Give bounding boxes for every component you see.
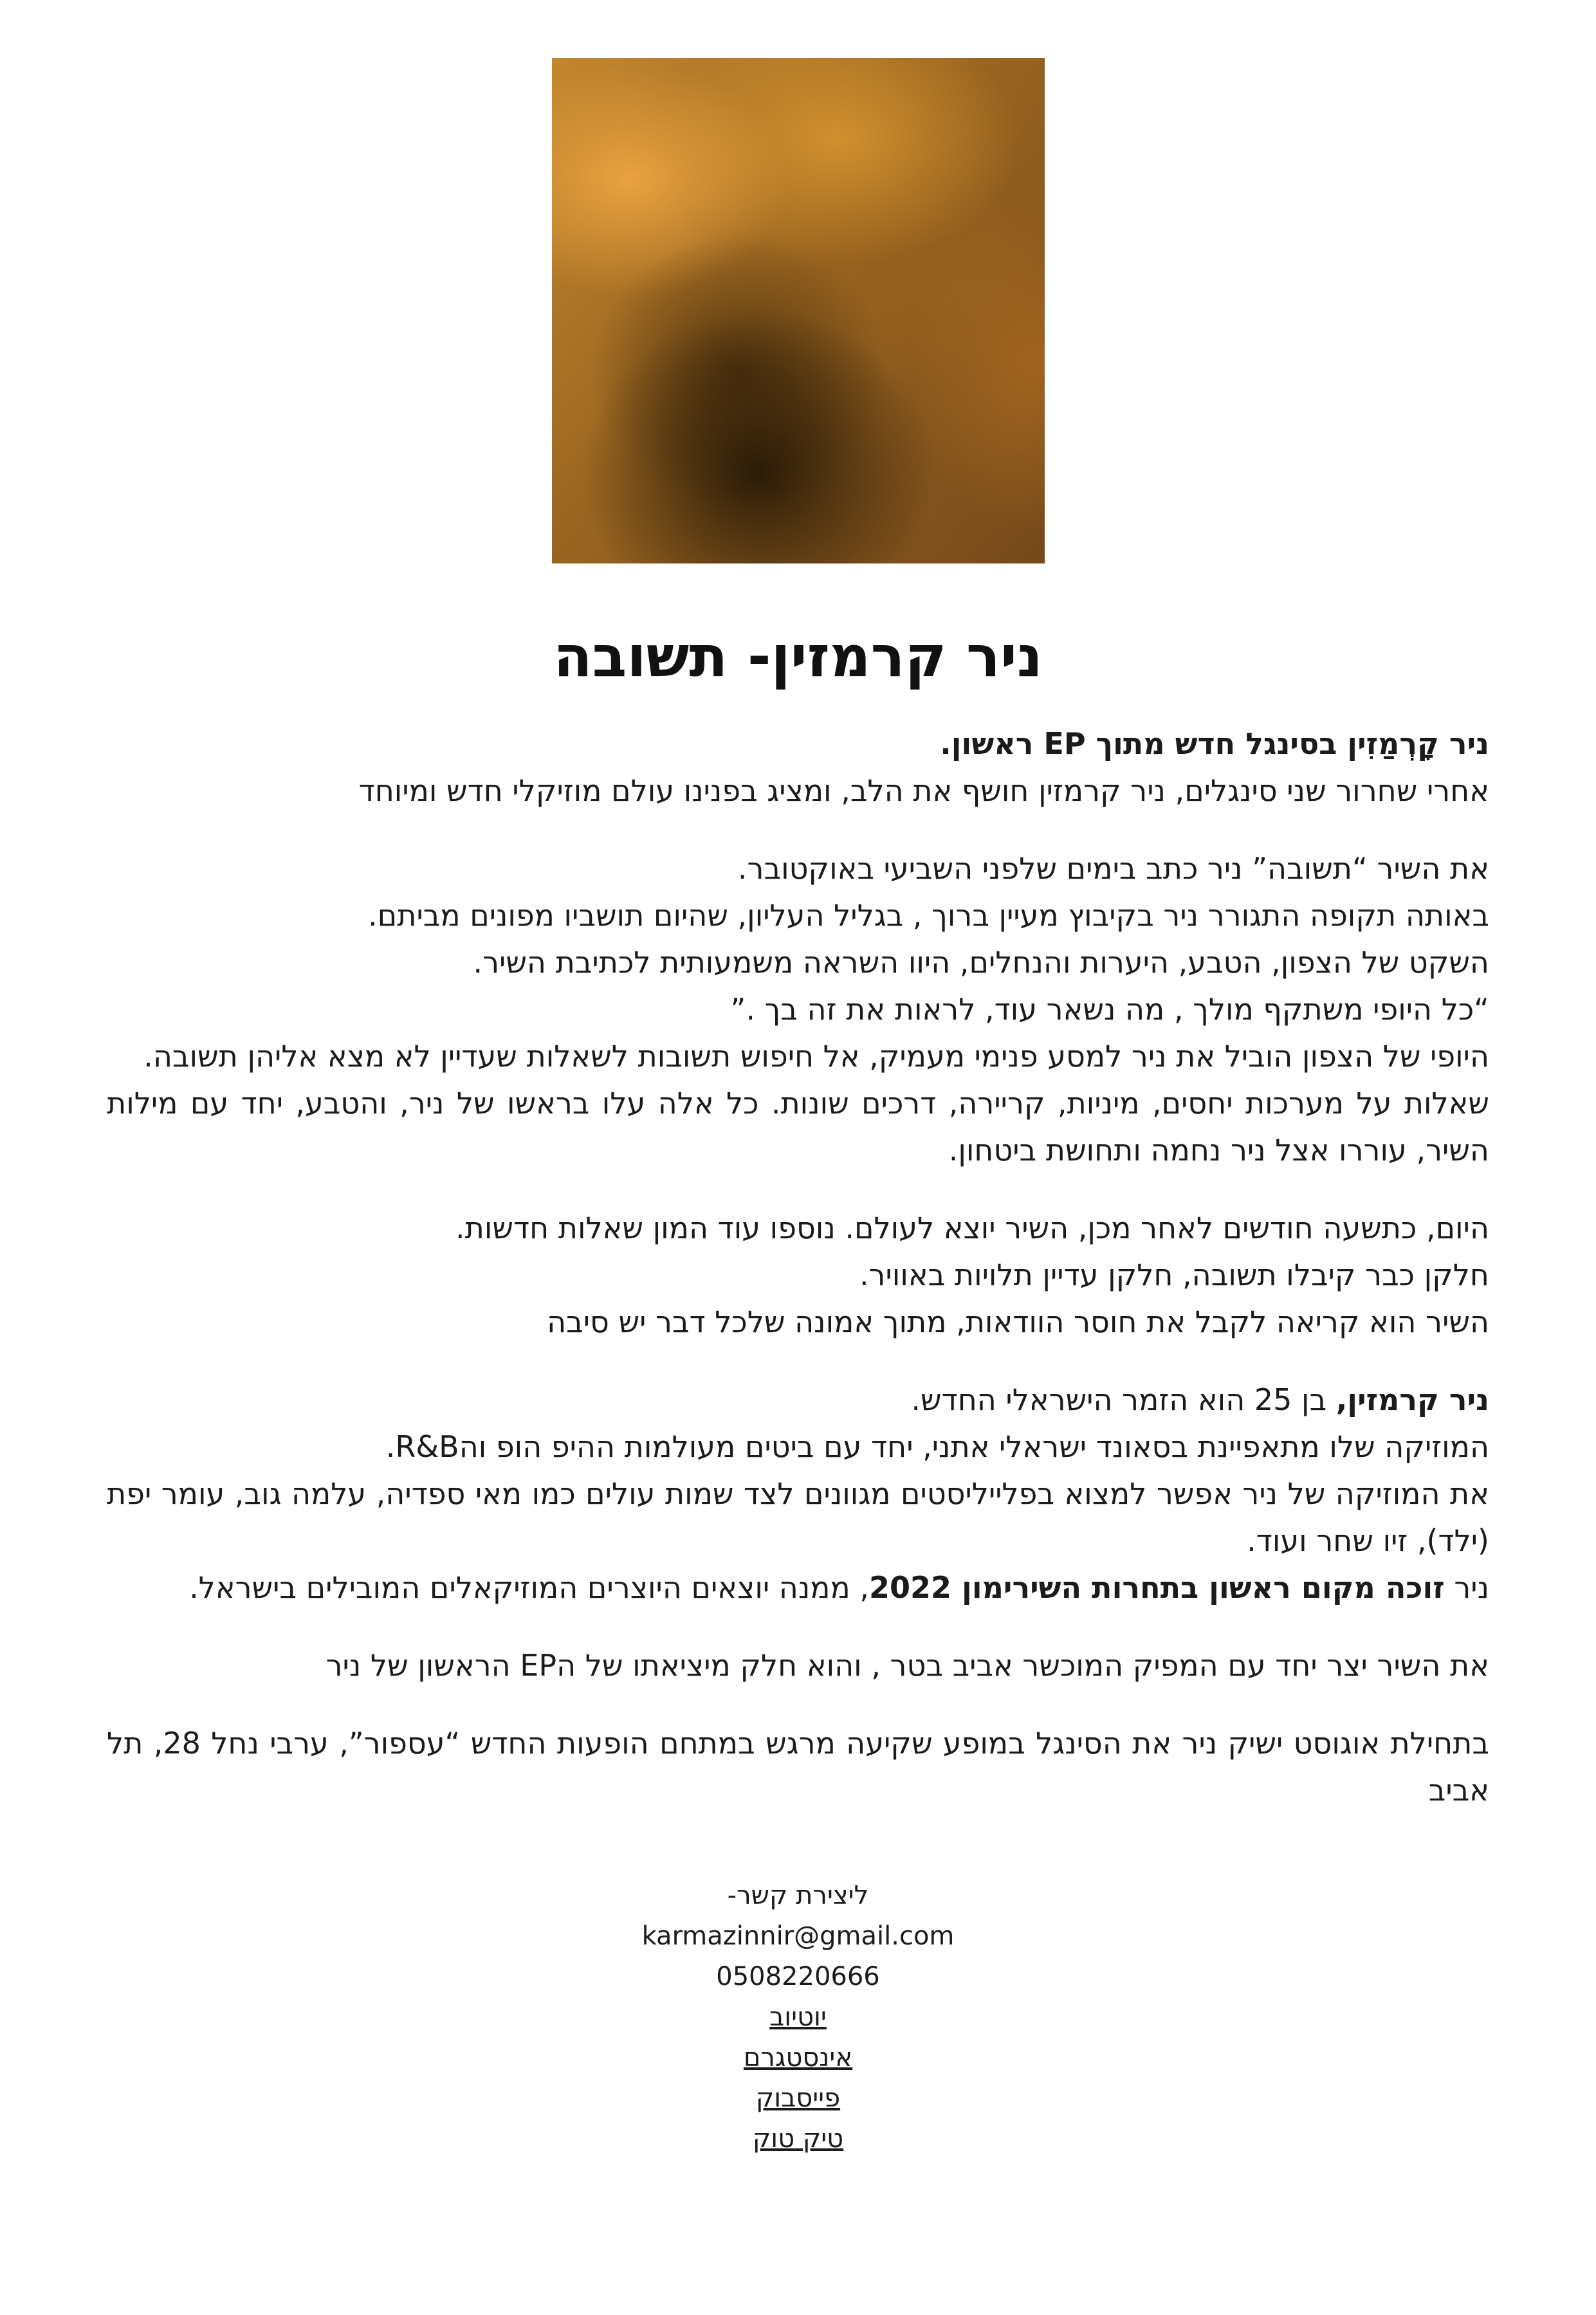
contact-heading: ליצירת קשר- [727, 1880, 869, 1910]
story-line-5: שאלות על מערכות יחסים, מיניות, קריירה, דרכים שונות. כל אלה עלו בראשו של ניר, והטבע, יחד עם מילות השיר, עוררו אצל ניר נחמה ותחושת ביטחון. [107, 1085, 1489, 1167]
story-paragraph [107, 845, 1489, 1174]
bio-line-4-pre: ניר [1444, 1569, 1489, 1605]
bio-line-3: את המוזיקה של ניר אפשר למצוא בפלייליסטים מגוונים לצד שמות עולים כמו מאי ספדיה, עלמה גוב, עומר יפת (ילד), זיו שחר ועוד. [107, 1476, 1489, 1558]
facebook-link[interactable]: פייסבוק [755, 2083, 841, 2113]
bio-paragraph [107, 1377, 1489, 1611]
release-line-3: השיר הוא קריאה לקבל את חוסר הוודאות, מתוך אמונה שלכל דבר יש סיבה [547, 1304, 1489, 1339]
intro-paragraph [107, 720, 1489, 814]
award-bold: זוכה מקום ראשון בתחרות השירימון 2022 [868, 1569, 1445, 1605]
story-line-1: את השיר “תשובה” ניר כתב בימים שלפני השביעי באוקטובר. [737, 850, 1489, 886]
bio-line-1-rest: בן 25 הוא הזמר הישראלי החדש. [911, 1382, 1336, 1417]
bio-line-4-post: , ממנה יוצאים היוצרים המוזיקאלים המובילים בישראל. [189, 1569, 869, 1605]
intro-lead-line: ניר קָרְמַזִין בסינגל חדש מתוך EP ראשון. [940, 726, 1489, 761]
production-line: את השיר יצר יחד עם המפיק המוכשר אביב בטר , והוא חלק מיציאתו של הEP הראשון של ניר [326, 1647, 1489, 1683]
contact-email: karmazinnir@gmail.com [641, 1921, 955, 1951]
page-title: ניר קרמזין- תשובה [553, 623, 1043, 690]
production-paragraph [107, 1642, 1489, 1689]
release-line-2: חלקן כבר קיבלו תשובה, חלקן עדיין תלויות באוויר. [859, 1257, 1489, 1292]
bio-line-4 [107, 1564, 1489, 1611]
bio-line-1 [107, 1377, 1489, 1423]
intro-sub-line: אחרי שחרור שני סינגלים, ניר קרמזין חושף את הלב, ומציג בפנינו עולם מוזיקלי חדש ומיוחד [358, 773, 1489, 808]
press-release-document [0, 58, 1596, 2315]
contact-phone: 0508220666 [716, 1961, 880, 1991]
instagram-link[interactable]: אינסטגרם [743, 2042, 853, 2073]
lyric-quote: “כל היופי משתקף מולך , מה נשאר עוד, לראות את זה בך .” [730, 991, 1489, 1027]
youtube-link[interactable]: יוטיוב [769, 2002, 827, 2032]
story-line-4: היופי של הצפון הוביל את ניר למסע פנימי מעמיק, אל חיפוש תשובות לשאלות שעדיין לא מצא אליהן תשובה. [143, 1038, 1489, 1074]
bio-line-2: המוזיקה שלו מתאפיינת בסאונד ישראלי אתני, יחד עם ביטים מעולמות ההיפ הופ והR&B. [385, 1429, 1489, 1464]
artist-photo [552, 58, 1045, 563]
story-line-2: באותה תקופה התגורר ניר בקיבוץ מעיין ברוך , בגליל העליון, שהיום תושביו מפונים מביתם. [368, 897, 1489, 933]
release-paragraph [107, 1205, 1489, 1346]
tiktok-link[interactable]: טיק טוק [752, 2123, 844, 2154]
document-body [107, 720, 1489, 1814]
story-line-3: השקט של הצפון, הטבע, היערות והנחלים, היוו השראה משמעותית לכתיבת השיר. [473, 944, 1489, 980]
show-paragraph [107, 1720, 1489, 1814]
contact-block [0, 1876, 1596, 2159]
artist-name-bold: ניר קרמזין, [1335, 1382, 1489, 1417]
release-line-1: היום, כתשעה חודשים לאחר מכן, השיר יוצא לעולם. נוספו עוד המון שאלות חדשות. [455, 1210, 1489, 1245]
bottom-padding [0, 2159, 1596, 2198]
show-line: בתחילת אוגוסט ישיק ניר את הסינגל במופע שקיעה מרגש במתחם הופעות החדש “עספור”, ערבי נחל 28, תל אביב [107, 1725, 1489, 1807]
